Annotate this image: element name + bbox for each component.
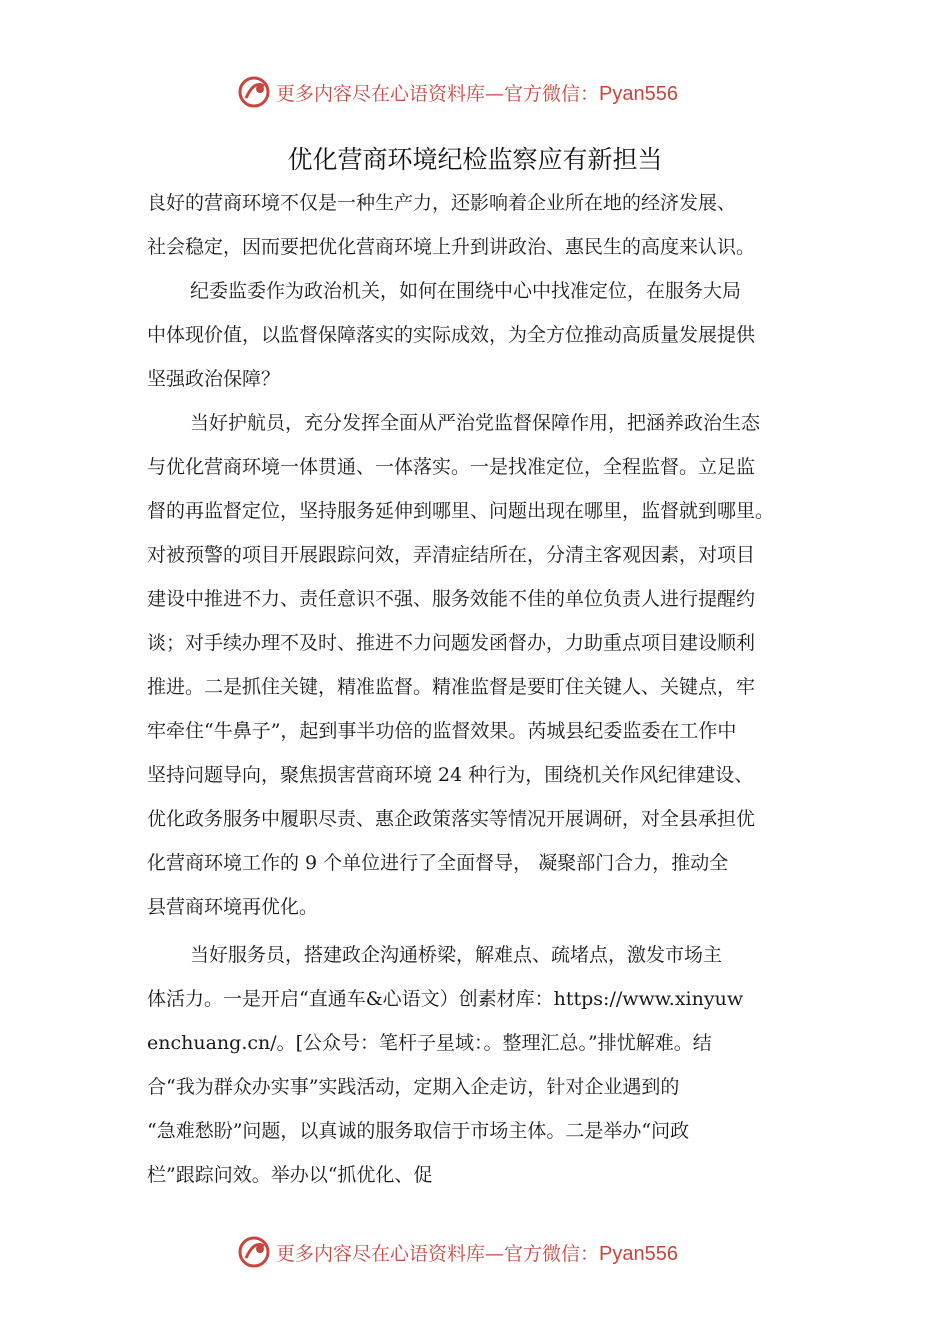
text-line: 督的再监督定位，坚持服务延伸到哪里、问题出现在哪里，监督就到哪里。 <box>147 500 775 522</box>
text-line: 栏”跟踪问效。举办以“抓优化、促 <box>147 1164 433 1186</box>
text-line: 建设中推进不力、责任意识不强、服务效能不佳的单位负责人进行提醒约 <box>147 588 756 610</box>
banner-text: 更多内容尽在心语资料库—官方微信：Pyan556 <box>276 82 678 105</box>
text-line: 对被预警的项目开展跟踪问效，弄清症结所在，分清主客观因素，对项目 <box>147 544 756 566</box>
text-line: 当好服务员，搭建政企沟通桥梁，解难点、疏堵点，激发市场主 <box>190 944 723 966</box>
text-line: 牢牵住“牛鼻子”，起到事半功倍的监督效果。芮城县纪委监委在工作中 <box>147 720 737 742</box>
text-line: 社会稳定，因而要把优化营商环境上升到讲政治、惠民生的高度来认识。 <box>147 236 756 258</box>
text-line: 优化政务服务中履职尽责、惠企政策落实等情况开展调研，对全县承担优 <box>147 808 756 830</box>
banner-text: 更多内容尽在心语资料库—官方微信：Pyan556 <box>276 1242 678 1265</box>
text-line: 坚持问题导向，聚焦损害营商环境 24 种行为，围绕机关作风纪律建设、 <box>147 764 754 786</box>
brand-logo-icon <box>236 74 272 110</box>
header-banner <box>236 72 736 112</box>
text-line: 推进。二是抓住关键，精准监督。精准监督是要盯住关键人、关键点，牢 <box>147 676 756 698</box>
text-line: 体活力。一是开启“直通车&心语文）创素材库：https://www.xinyuw <box>147 988 744 1010</box>
text-line: 中体现价值，以监督保障落实的实际成效，为全方位推动高质量发展提供 <box>147 324 756 346</box>
text-line: 纪委监委作为政治机关，如何在围绕中心中找准定位，在服务大局 <box>190 280 742 302</box>
text-line: 当好护航员，充分发挥全面从严治党监督保障作用，把涵养政治生态 <box>190 412 761 434</box>
text-line: 化营商环境工作的 9 个单位进行了全面督导， 凝聚部门合力，推动全 <box>147 852 729 874</box>
text-line: enchuang.cn/。[公众号：笔杆子星域：。整理汇总。”排忧解难。结 <box>147 1032 712 1054</box>
brand-logo-icon <box>236 1234 272 1270</box>
text-line: 良好的营商环境不仅是一种生产力，还影响着企业所在地的经济发展、 <box>147 192 737 214</box>
text-line: 合“我为群众办实事”实践活动，定期入企走访，针对企业遇到的 <box>147 1076 680 1098</box>
wechat-id: Pyan556 <box>599 82 678 105</box>
footer-banner <box>236 1232 736 1272</box>
text-line: “急难愁盼”问题，以真诚的服务取信于市场主体。二是举办“问政 <box>147 1120 690 1142</box>
text-line: 县营商环境再优化。 <box>147 896 319 918</box>
text-line: 坚强政治保障？ <box>147 368 281 390</box>
wechat-id: Pyan556 <box>599 1242 678 1265</box>
page-title: 优化营商环境纪检监察应有新担当 <box>287 145 663 174</box>
text-line: 谈；对手续办理不及时、推进不力问题发函督办，力助重点项目建设顺利 <box>147 632 756 654</box>
text-line: 与优化营商环境一体贯通、一体落实。一是找准定位，全程监督。立足监 <box>147 456 756 478</box>
